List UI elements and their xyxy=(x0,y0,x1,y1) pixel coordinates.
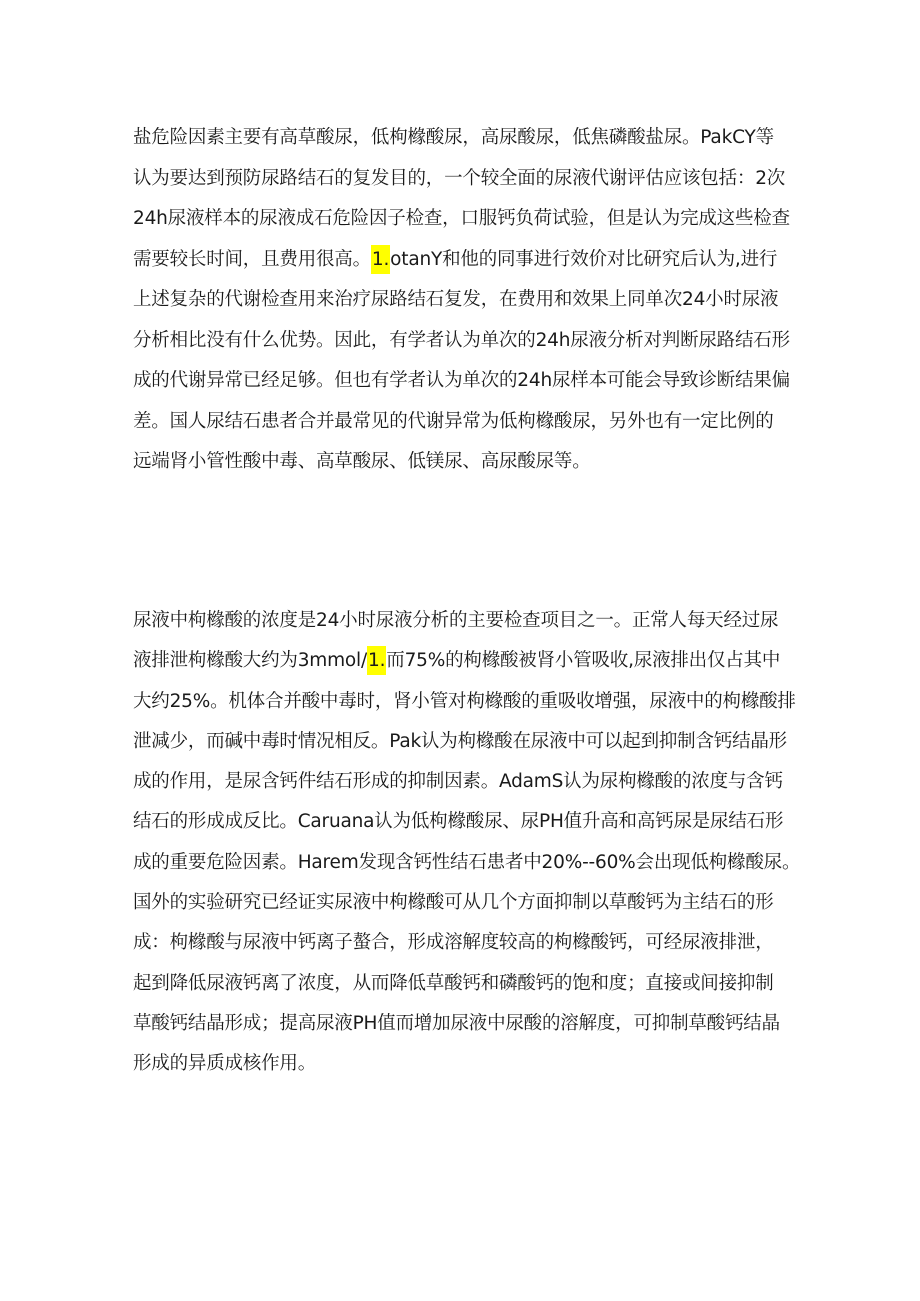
text-line xyxy=(133,1004,803,1044)
text-segment: 盐危险因素主要有高草酸尿，低枸橼酸尿，高尿酸尿，低焦磷酸盐尿。PakCY等 xyxy=(133,127,774,148)
text-line xyxy=(133,601,803,641)
text-segment: 差。国人尿结石患者合并最常见的代谢异常为低枸橼酸尿，另外也有一定比例的 xyxy=(133,410,774,432)
text-line xyxy=(133,722,803,762)
text-segment: 需要较长时间，且费用很高。 xyxy=(133,248,371,270)
highlighted-text: 1. xyxy=(371,245,390,274)
text-line xyxy=(133,118,803,159)
text-segment: otanY和他的同事进行效价对比研究后认为,进行 xyxy=(390,248,778,270)
text-line xyxy=(133,240,803,281)
text-line xyxy=(133,964,803,1004)
text-line xyxy=(133,442,803,483)
text-segment: 成的重要危险因素。Harem发现含钙性结石患者中20%--60%会出现低枸橼酸尿。 xyxy=(133,851,801,873)
text-segment: 草酸钙结晶形成；提高尿液PH值而增加尿液中尿酸的溶解度，可抑制草酸钙结晶 xyxy=(133,1012,780,1034)
text-segment: 结石的形成成反比。Caruana认为低枸橼酸尿、尿PH值升高和高钙尿是尿结石形 xyxy=(133,811,784,833)
text-segment: 尿液中枸橼酸的浓度是24小时尿液分析的主要检查项目之一。正常人每天经过尿 xyxy=(133,610,779,631)
text-segment: 认为要达到预防尿路结石的复发目的，一个较全面的尿液代谢评估应该包括：2次 xyxy=(133,167,786,189)
text-segment: 上述复杂的代谢检查用来治疗尿路结石复发，在费用和效果上同单次24小时尿液 xyxy=(133,289,779,310)
text-segment: 而75%的枸橼酸被肾小管吸收,尿液排出仅占其中 xyxy=(386,650,781,672)
text-segment: 国外的实验研究已经证实尿液中枸橼酸可从几个方面抑制以草酸钙为主结石的形 xyxy=(133,892,774,914)
text-segment: 成的作用，是尿含钙件结石形成的抑制因素。AdamS认为尿枸橼酸的浓度与含钙 xyxy=(133,771,783,793)
text-segment: 大约25%。机体合并酸中毒时，肾小管对枸橼酸的重吸收增强，尿液中的枸橼酸排 xyxy=(133,690,796,712)
text-line xyxy=(133,883,803,923)
text-segment: 远端肾小管性酸中毒、高草酸尿、低镁尿、高尿酸尿等。 xyxy=(133,451,591,472)
text-line xyxy=(133,641,803,681)
text-line xyxy=(133,1044,803,1084)
paragraph xyxy=(133,118,803,483)
text-line xyxy=(133,762,803,802)
text-segment: 形成的异质成核作用。 xyxy=(133,1053,317,1075)
text-segment: 泄减少，而碱中毒时情况相反。Pak认为枸橼酸在尿液中可以起到抑制含钙结晶形 xyxy=(133,730,787,752)
text-line xyxy=(133,280,803,321)
text-segment: 24h尿液样本的尿液成石危险因子检查，口服钙负荷试验，但是认为完成这些检查 xyxy=(133,208,790,229)
text-segment: 液排泄枸橼酸大约为3mmol/ xyxy=(133,650,368,672)
text-line xyxy=(133,361,803,402)
text-line xyxy=(133,843,803,883)
text-line xyxy=(133,802,803,842)
text-segment: 起到降低尿液钙离了浓度，从而降低草酸钙和磷酸钙的饱和度；直接或间接抑制 xyxy=(133,972,774,994)
text-line xyxy=(133,402,803,443)
text-line xyxy=(133,321,803,362)
text-segment: 分析相比没有什么优势。因此，有学者认为单次的24h尿液分析对判断尿路结石形 xyxy=(133,329,790,351)
text-segment: 成：枸橼酸与尿液中钙离子螯合，形成溶解度较高的枸橼酸钙，可经尿液排泄， xyxy=(133,932,774,954)
text-line xyxy=(133,199,803,240)
text-line xyxy=(133,159,803,200)
text-line xyxy=(133,682,803,722)
paragraph xyxy=(133,601,803,1085)
text-segment: 成的代谢异常已经足够。但也有学者认为单次的24h尿样本可能会导致诊断结果偏 xyxy=(133,370,790,391)
highlighted-text: 1. xyxy=(367,646,386,675)
text-line xyxy=(133,923,803,963)
